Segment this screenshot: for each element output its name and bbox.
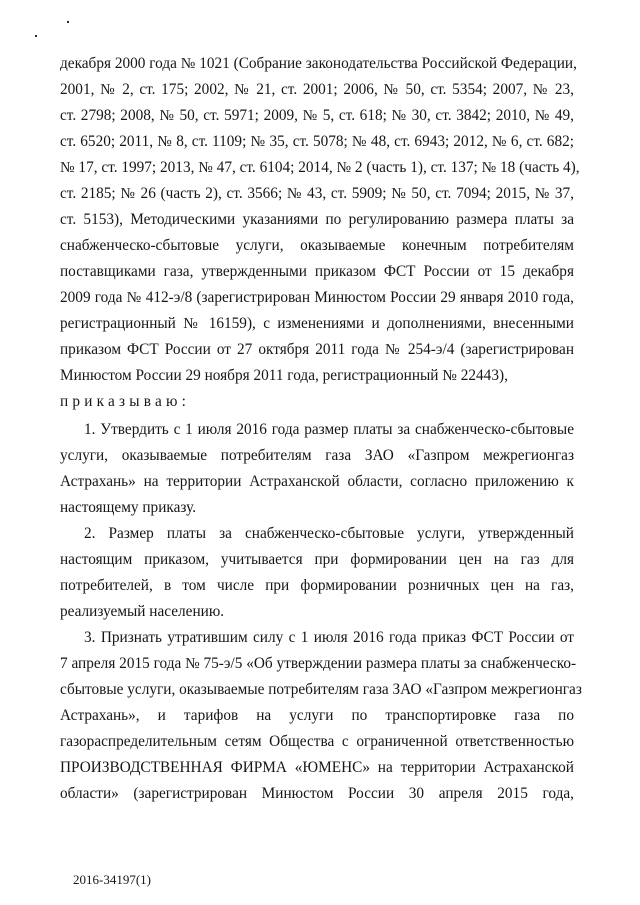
paragraph-2-line: реализуемый населению. xyxy=(60,603,225,620)
paragraph-3-line: 3. Признать утратившим силу с 1 июля 2016 года приказ ФСТ России от xyxy=(84,629,574,646)
body-line: регистрационный № 16159), с изменениями и дополнениями, внесенными xyxy=(60,315,574,332)
body-line: поставщиками газа, утвержденными приказом ФСТ России от 15 декабря xyxy=(60,263,574,280)
paragraph-3-line: Астрахань», и тарифов на услуги по транспортировке газа по xyxy=(60,707,574,724)
body-line: ст. 2185; № 26 (часть 2), ст. 3566; № 43, ст. 5909; № 50, ст. 7094; 2015, № 37, xyxy=(60,185,574,202)
body-line: № 17, ст. 1997; 2013, № 47, ст. 6104; 2014, № 2 (часть 1), ст. 137; № 18 (часть 4), xyxy=(60,159,580,176)
scan-dot xyxy=(67,21,69,23)
body-line: декабря 2000 года № 1021 (Собрание законодательства Российской Федерации, xyxy=(60,55,577,72)
body-line: снабженческо-сбытовые услуги, оказываемые конечным потребителям xyxy=(60,237,574,254)
document-number: 2016-34197(1) xyxy=(73,872,151,887)
body-line: ст. 5153), Методическими указаниями по регулированию размера платы за xyxy=(60,211,574,228)
paragraph-3-line: области» (зарегистрирован Минюстом России 30 апреля 2015 года, xyxy=(60,785,574,802)
paragraph-1-line: настоящему приказу. xyxy=(60,499,197,516)
body-line: Минюстом России 29 ноября 2011 года, регистрационный № 22443), xyxy=(60,367,508,384)
scan-dot xyxy=(35,35,37,37)
paragraph-3-line: сбытовые услуги, оказываемые потребителям газа ЗАО «Газпром межрегионгаз xyxy=(60,681,582,698)
order-word: приказываю: xyxy=(60,393,191,410)
paragraph-2-line: потребителей, в том числе при формировании розничных цен на газ, xyxy=(60,577,574,594)
paragraph-3-line: ПРОИЗВОДСТВЕННАЯ ФИРМА «ЮМЕНС» на территории Астраханской xyxy=(60,759,574,776)
paragraph-3-line: газораспределительным сетям Общества с ограниченной ответственностью xyxy=(60,733,574,750)
paragraph-1-line: услуги, оказываемые потребителям газа ЗАО «Газпром межрегионгаз xyxy=(60,447,574,464)
body-line: приказом ФСТ России от 27 октября 2011 года № 254-э/4 (зарегистрирован xyxy=(60,341,574,358)
paragraph-3-line: 7 апреля 2015 года № 75-э/5 «Об утверждении размера платы за снабженческо- xyxy=(60,655,577,672)
body-line: 2009 года № 412-э/8 (зарегистрирован Минюстом России 29 января 2010 года, xyxy=(60,289,574,306)
paragraph-2-line: 2. Размер платы за снабженческо-сбытовые услуги, утвержденный xyxy=(84,525,574,542)
body-line: ст. 2798; 2008, № 50, ст. 5971; 2009, № 5, ст. 618; № 30, ст. 3842; 2010, № 49, xyxy=(60,107,574,124)
paragraph-2-line: настоящим приказом, учитывается при формировании цен на газ для xyxy=(60,551,574,568)
body-line: ст. 6520; 2011, № 8, ст. 1109; № 35, ст. 5078; № 48, ст. 6943; 2012, № 6, ст. 682; xyxy=(60,133,574,150)
paragraph-1-line: 1. Утвердить с 1 июля 2016 года размер платы за снабженческо-сбытовые xyxy=(84,421,574,438)
paragraph-1-line: Астрахань» на территории Астраханской области, согласно приложению к xyxy=(60,473,574,490)
body-line: 2001, № 2, ст. 175; 2002, № 21, ст. 2001; 2006, № 50, ст. 5354; 2007, № 23, xyxy=(60,81,574,98)
